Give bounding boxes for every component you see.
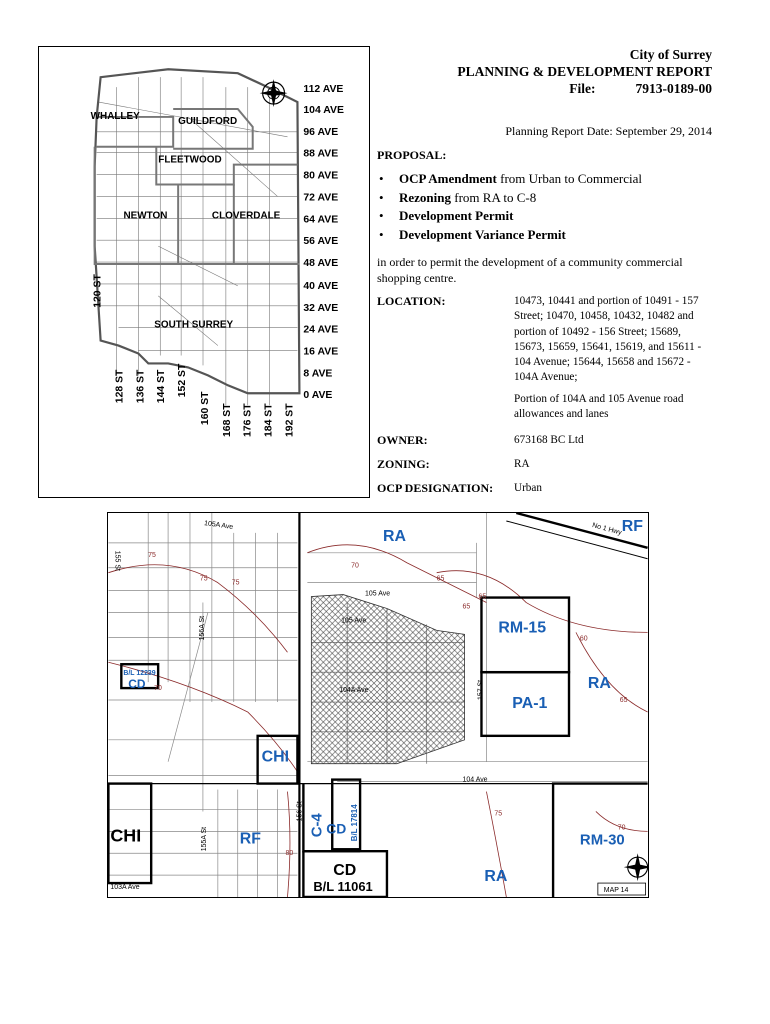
report-title: PLANNING & DEVELOPMENT REPORT xyxy=(457,64,712,79)
proposal-item-bold: Development Variance Permit xyxy=(399,226,566,242)
ave-label: 48 AVE xyxy=(303,258,339,270)
location-road-allowances: Portion of 104A and 105 Avenue road allowances and lanes xyxy=(514,392,684,421)
map-number-label: MAP 14 xyxy=(603,887,629,895)
street-label: 105A Ave xyxy=(203,519,234,531)
proposal-item xyxy=(377,207,642,226)
ave-label: 104 AVE xyxy=(303,104,344,116)
key-map-compass-icon xyxy=(260,79,288,107)
ave-label: 16 AVE xyxy=(303,346,339,358)
zone-label-rm30: RM-30 xyxy=(579,831,625,849)
st-label: 152 ST xyxy=(177,363,189,398)
st-label: 120 ST xyxy=(92,274,104,308)
st-label: 136 ST xyxy=(135,369,147,404)
street-label: 155 St xyxy=(113,550,121,571)
ave-label: 88 AVE xyxy=(303,148,339,160)
ave-label: 0 AVE xyxy=(303,390,333,402)
zone-label-pa1: PA-1 xyxy=(512,694,548,712)
ave-label: 40 AVE xyxy=(303,280,339,292)
street-label: 104 Ave xyxy=(462,776,488,784)
contour-label: 70 xyxy=(617,824,626,832)
ave-label: 96 AVE xyxy=(303,126,339,138)
proposal-item xyxy=(377,189,642,208)
street-label: 157 St xyxy=(477,679,485,701)
zone-label-ra-north: RA xyxy=(382,527,406,545)
street-label: 156A St xyxy=(198,615,206,641)
area-label: WHALLEY xyxy=(90,110,140,122)
zone-label-rf-ne: RF xyxy=(621,517,643,535)
report-header xyxy=(382,46,712,97)
report-date: Planning Report Date: September 29, 2014 xyxy=(505,124,712,138)
zone-label-rf-south: RF xyxy=(239,830,261,848)
contour-label: 65 xyxy=(462,603,471,611)
contour-label: 70 xyxy=(351,562,359,570)
town-centre-boundaries xyxy=(95,109,300,264)
bylaw-label: B/L 12239 xyxy=(123,670,156,678)
st-label: 184 ST xyxy=(263,403,275,437)
ave-label: 8 AVE xyxy=(303,368,333,380)
zone-label-cd-small: CD xyxy=(326,820,347,837)
proposal-item xyxy=(377,226,642,245)
st-label: 192 ST xyxy=(284,403,296,437)
zoning-map xyxy=(107,512,649,898)
file-number: 7913-0189-00 xyxy=(635,81,712,96)
owner-value: 673168 BC Ltd xyxy=(514,434,584,446)
ocp-designation-value: Urban xyxy=(514,482,542,494)
proposal-label: PROPOSAL: xyxy=(377,148,447,162)
contour-label: 75 xyxy=(231,579,240,587)
street-label: 156 St xyxy=(296,801,304,822)
zoning-value: RA xyxy=(514,458,530,470)
area-label: SOUTH SURREY xyxy=(154,319,234,331)
ave-label: 112 AVE xyxy=(303,84,344,96)
proposal-purpose: in order to permit the development of a community commercial shopping centre. xyxy=(377,255,683,285)
proposal-item-bold: Development Permit xyxy=(399,208,514,223)
zone-label-chi-west: CHI xyxy=(110,825,142,846)
st-label: 160 ST xyxy=(199,391,211,426)
ave-label: 24 AVE xyxy=(303,324,339,336)
ave-label: 56 AVE xyxy=(303,236,339,248)
proposal-item-bold: Rezoning xyxy=(399,189,451,205)
contour-label: 60 xyxy=(579,635,588,643)
file-row xyxy=(382,80,712,97)
ave-label: 32 AVE xyxy=(303,302,339,314)
area-label: FLEETWOOD xyxy=(158,154,222,166)
contour-label: 65 xyxy=(436,575,445,583)
ave-label: 72 AVE xyxy=(303,192,339,204)
zone-label-chi-mid: CHI xyxy=(261,748,290,766)
key-map-svg xyxy=(39,47,369,497)
zone-label-c4: C-4 xyxy=(308,813,326,838)
zoning-label: ZONING: xyxy=(377,457,430,471)
contour-label: 75 xyxy=(494,810,503,818)
area-label: NEWTON xyxy=(123,210,168,222)
proposal-list xyxy=(377,170,642,244)
bylaw-label: B/L 11061 xyxy=(313,879,373,895)
location-addresses: 10473, 10441 and portion of 10491 - 157 Street; 10470, 10458, 10432, 10482 and portion of 10492 - 156 Street; 15689, 15673, 15659, 15641, 15619, and 15611 - 104 Avenue; 15644, 15658 and 15672 - 104A Avenue; xyxy=(514,295,702,384)
file-label: File: xyxy=(569,81,596,96)
zone-label-ra-south: RA xyxy=(484,868,508,886)
zone-map-compass-icon xyxy=(624,853,648,881)
zone-label-cd-west: CD xyxy=(128,677,146,692)
location-value xyxy=(514,294,714,428)
proposal-item-bold: OCP Amendment xyxy=(399,171,497,186)
contour-label: 65 xyxy=(478,593,487,601)
contour-label: 80 xyxy=(285,850,294,858)
st-label: 144 ST xyxy=(156,369,168,404)
area-label: CLOVERDALE xyxy=(211,210,281,222)
contour-label: 75 xyxy=(148,551,156,559)
street-label: 104A Ave xyxy=(339,687,369,695)
ocp-designation-label: OCP DESIGNATION: xyxy=(377,481,494,495)
st-label: 168 ST xyxy=(221,403,233,437)
ave-label: 64 AVE xyxy=(303,214,339,226)
contour-label: 65 xyxy=(619,697,628,705)
st-label: 128 ST xyxy=(114,369,126,404)
key-map xyxy=(38,46,370,498)
street-label: 155A St xyxy=(200,826,208,852)
zoning-map-svg xyxy=(108,513,648,897)
location-label: LOCATION: xyxy=(377,294,446,308)
subject-site xyxy=(311,595,464,764)
zone-label-rm15: RM-15 xyxy=(498,619,547,637)
owner-label: OWNER: xyxy=(377,433,428,447)
contour-label: 75 xyxy=(199,575,208,583)
proposal-item-rest: from RA to C-8 xyxy=(451,189,537,205)
proposal-item-rest: from Urban to Commercial xyxy=(496,171,643,186)
org-name: City of Surrey xyxy=(629,47,712,62)
contour-label: 70 xyxy=(154,685,162,693)
street-label: No 1 Hwy xyxy=(591,522,623,537)
st-label: 176 ST xyxy=(242,403,254,437)
ave-label: 80 AVE xyxy=(303,170,339,182)
street-label: 105 Ave xyxy=(365,590,391,598)
zone-label-cd-south: CD xyxy=(333,862,357,880)
bylaw-label: B/L 17814 xyxy=(350,804,360,842)
area-label: GUILDFORD xyxy=(178,115,238,127)
street-label: 103A Ave xyxy=(110,884,140,892)
street-label: 105 Ave xyxy=(341,617,367,625)
proposal-item xyxy=(377,170,642,189)
zone-label-ra-east: RA xyxy=(587,675,611,693)
